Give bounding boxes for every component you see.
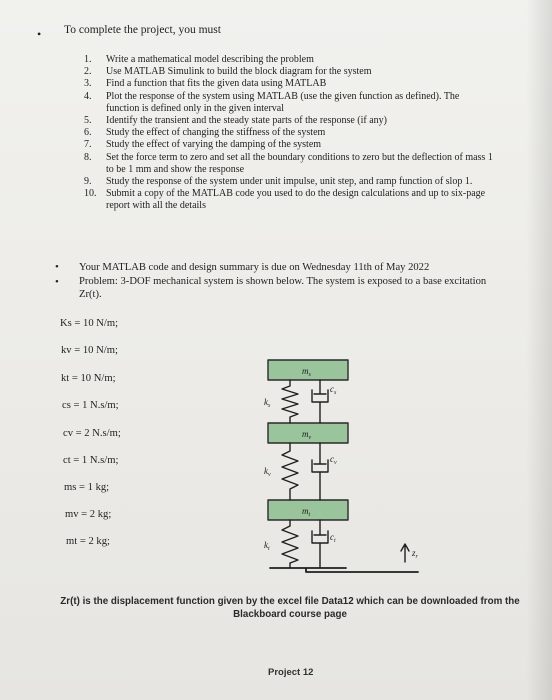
list-item: 2. Use MATLAB Simulink to build the block diagram for the system: [84, 66, 372, 78]
due-date-text: Your MATLAB code and design summary is due on Wednesday 11th of May 2022: [79, 262, 430, 273]
base-plate: [270, 568, 418, 572]
param-cv: cv = 2 N.s/m;: [63, 428, 121, 439]
param-mt: mt = 2 kg;: [66, 536, 110, 547]
mass-label-t: $m_t$: [302, 506, 311, 518]
param-ct: ct = 1 N.s/m;: [63, 455, 119, 466]
damper-label-v: $c_v$: [330, 454, 337, 466]
param-ms: ms = 1 kg;: [64, 482, 110, 493]
damper-v: [312, 443, 328, 500]
spring-v: [282, 443, 298, 500]
base-excitation-label: $z_r$: [412, 548, 418, 560]
damper-t: [312, 520, 328, 568]
bullet-marker: •: [37, 27, 42, 41]
damper-label-t: $c_t$: [330, 532, 336, 544]
bullet-marker: •: [55, 261, 59, 273]
damper-s: [312, 380, 328, 423]
bullet-marker: •: [55, 276, 59, 288]
param-kt: kt = 10 N/m;: [61, 373, 116, 384]
mass-spring-damper-diagram: [240, 350, 490, 585]
spring-label-s: $k_s$: [264, 397, 271, 409]
mass-label-v: $m_v$: [302, 429, 312, 441]
list-item: 10. Submit a copy of the MATLAB code you used to do the design calculations and up to six-page report with all the details: [84, 188, 486, 212]
list-item: 5. Identify the transient and the steady state parts of the response (if any): [84, 115, 388, 127]
list-item: 9. Study the response of the system under unit impulse, unit step, and ramp function of slop 1.: [84, 176, 473, 188]
spring-label-t: $k_t$: [264, 540, 270, 552]
list-item: 4. Plot the response of the system using MATLAB (use the given function as defined). The function is defined only in the given interval: [84, 90, 460, 114]
list-item: 7. Study the effect of varying the damping of the system: [84, 139, 322, 151]
task-list: [84, 54, 494, 213]
list-item: 3. Find a function that fits the given data using MATLAB: [84, 78, 327, 90]
base-excitation-arrow-icon: [401, 544, 409, 562]
mass-label-s: $m_s$: [302, 366, 311, 378]
intro-text: To complete the project, you must: [64, 24, 221, 36]
page-footer: Project 12: [268, 667, 314, 678]
figure-caption: Zr(t) is the displacement function given by the excel file Data12 which can be downloaded from the Blackboard course page: [60, 596, 520, 620]
spring-label-v: $k_v$: [264, 466, 271, 478]
problem-text: Problem: 3-DOF mechanical system is shown below. The system is exposed to a base excitation Zr(t).: [79, 276, 487, 300]
list-item: 1. Write a mathematical model describing the problem: [84, 54, 314, 65]
damper-label-s: $c_s$: [330, 384, 337, 396]
param-mv: mv = 2 kg;: [65, 509, 112, 520]
list-item: 8. Set the force term to zero and set all the boundary conditions to zero but the deflection of mass 1 to be 1 mm and show the response: [84, 151, 493, 175]
page-shadow: [526, 0, 552, 700]
param-cs: cs = 1 N.s/m;: [62, 400, 119, 411]
list-item: 6. Study the effect of changing the stiffness of the system: [84, 127, 326, 139]
spring-s: [282, 380, 298, 423]
param-ks: Ks = 10 N/m;: [60, 318, 119, 329]
spring-t: [282, 520, 298, 568]
param-kv: kv = 10 N/m;: [61, 345, 118, 356]
